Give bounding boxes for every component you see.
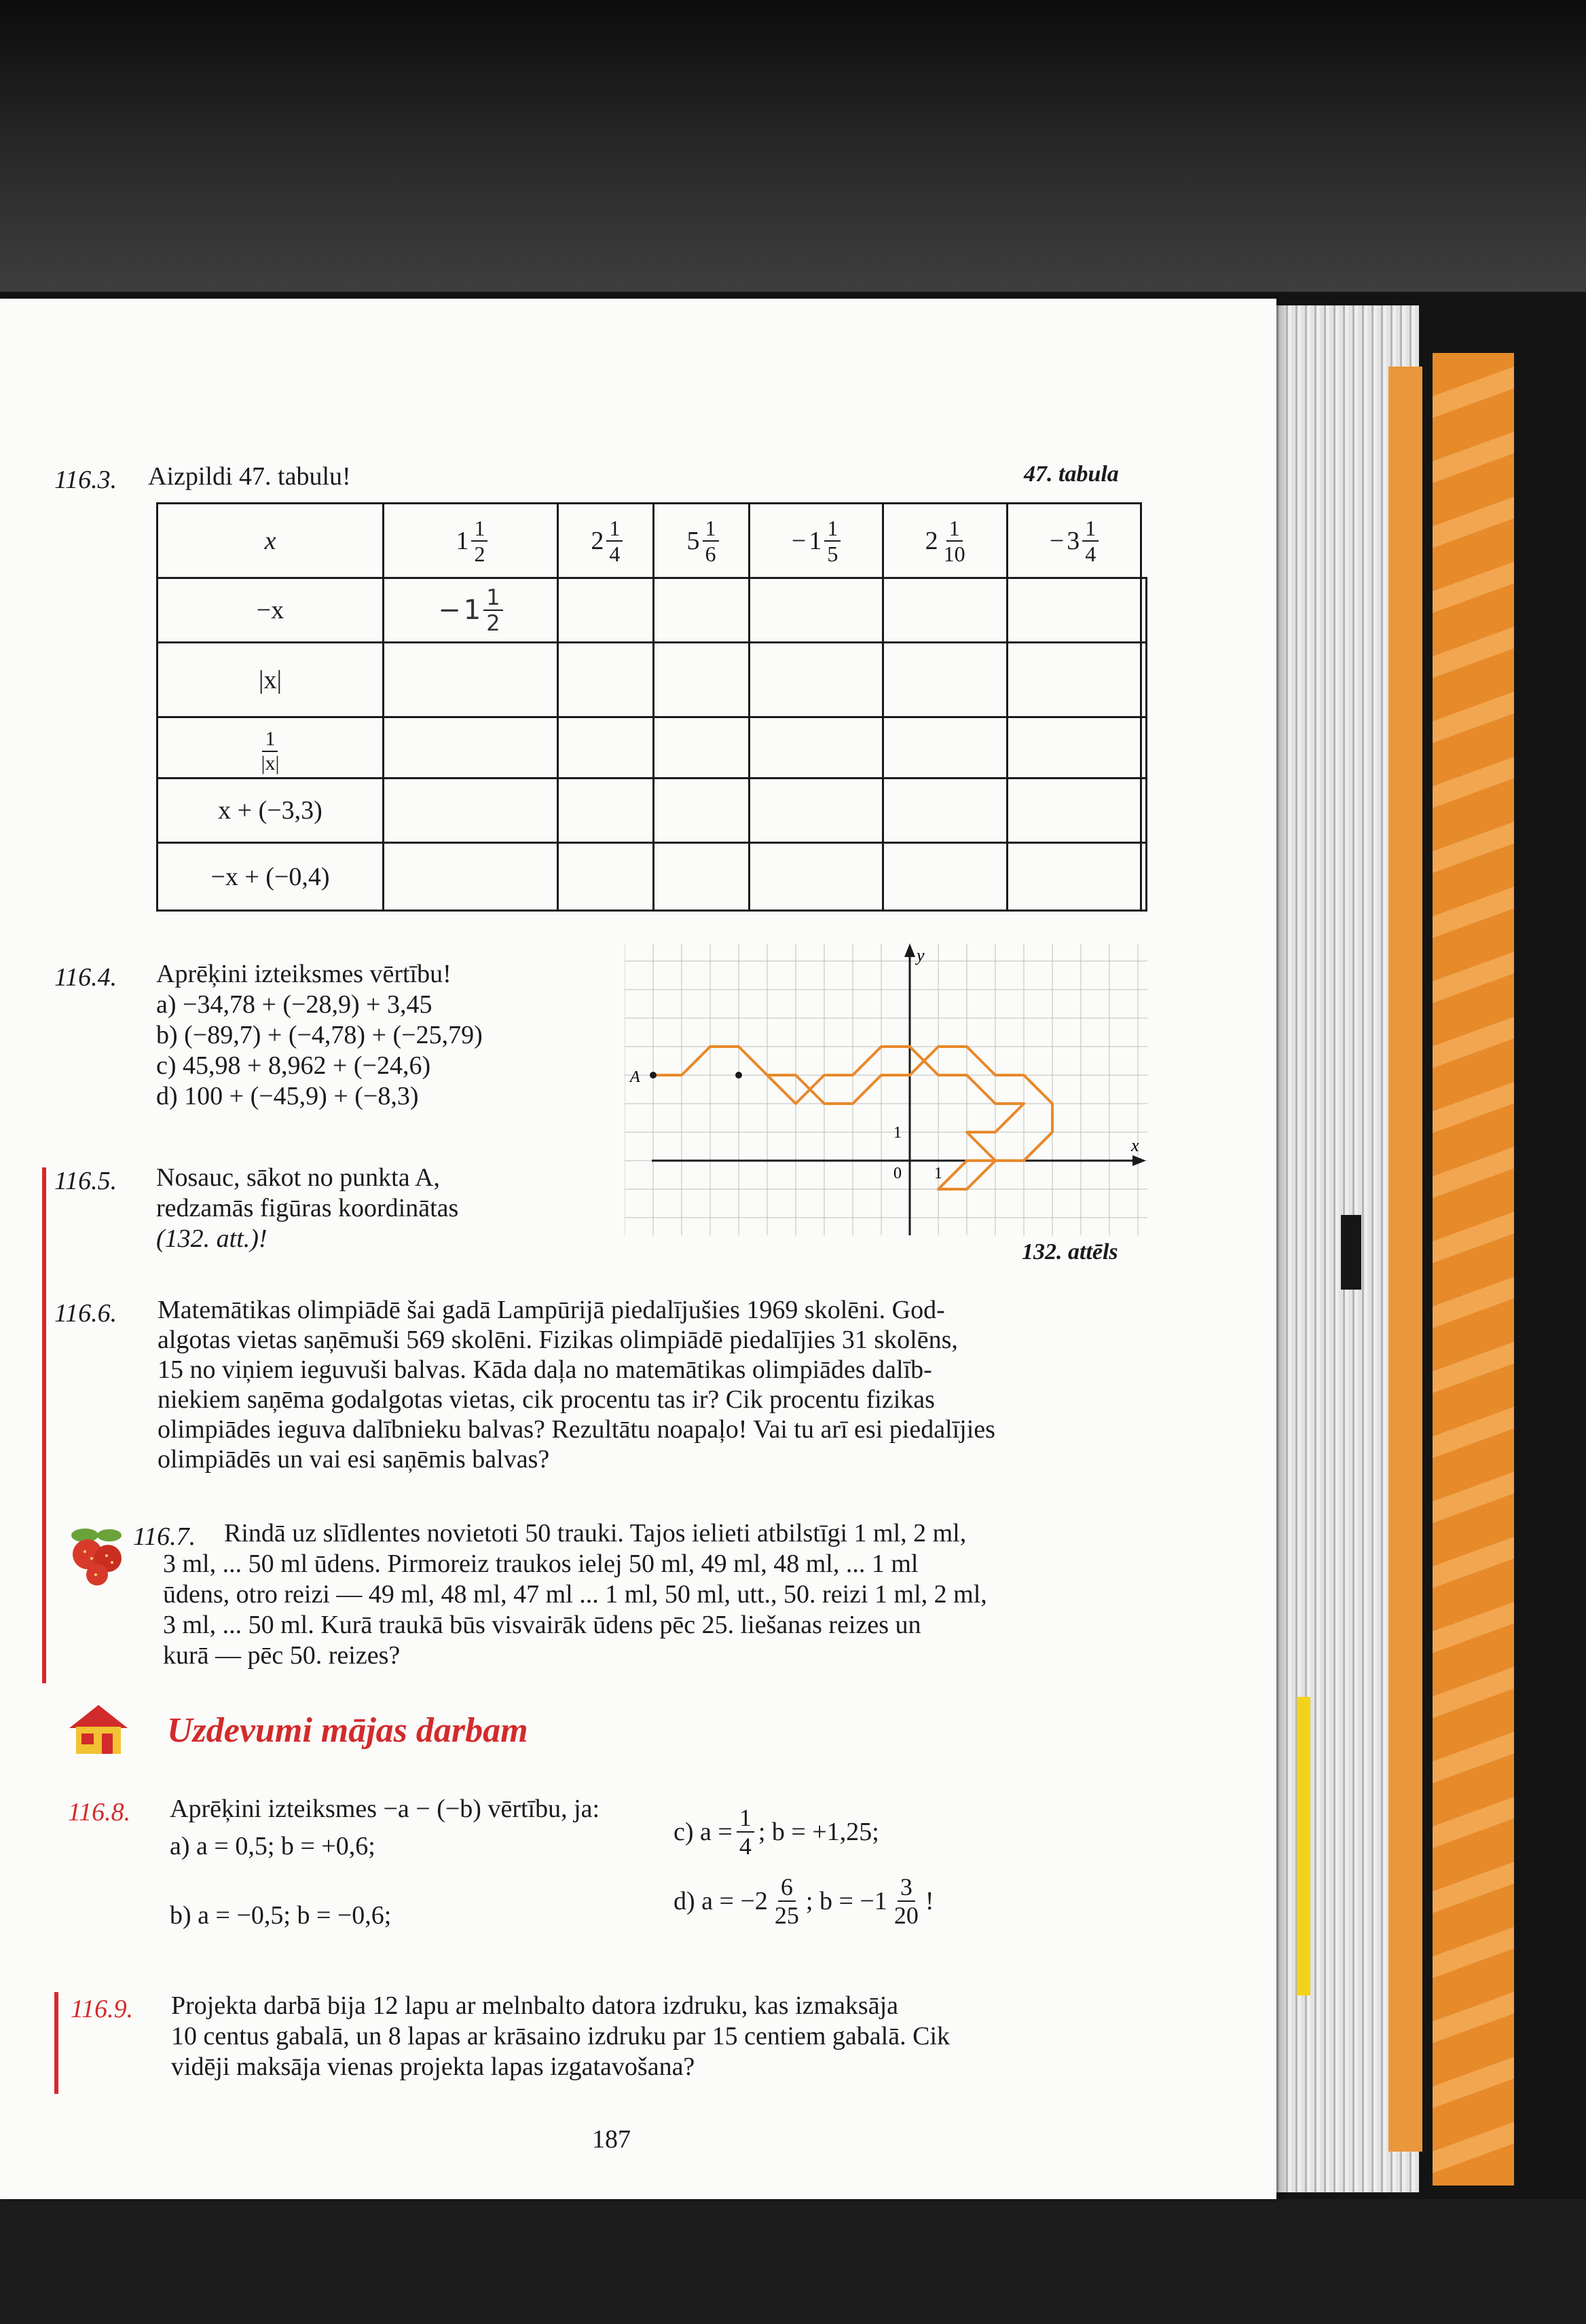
empty-cell[interactable] xyxy=(883,779,1008,843)
exercise-text: olimpiādēs un vai esi saņēmis balvas? xyxy=(158,1445,550,1474)
table-row xyxy=(158,504,1147,578)
empty-cell[interactable] xyxy=(750,843,883,911)
figure-eye-dot xyxy=(735,1072,742,1079)
empty-cell[interactable] xyxy=(384,643,558,717)
unit-label-y: 1 xyxy=(893,1124,902,1142)
exercise-text: niekiem saņēma godalgotas vietas, cik procentu tas ir? Cik procentu fizikas xyxy=(158,1385,935,1414)
book-cover-edge xyxy=(1388,367,1422,2152)
homework-heading: Uzdevumi mājas darbam xyxy=(167,1711,528,1750)
page-number: 187 xyxy=(592,2125,631,2154)
axis-label-y: y xyxy=(917,945,925,965)
origin-label: 0 xyxy=(893,1165,902,1182)
empty-cell[interactable] xyxy=(1141,843,1147,911)
row-label: x + (−3,3) xyxy=(158,779,384,843)
expression-item: d) a = −2 6 25 ; b = −1 3 20 ! xyxy=(674,1873,934,1929)
background-bottom xyxy=(0,2199,1586,2324)
x-value-cell: − 3 1 4 xyxy=(1008,504,1141,578)
exercise-text: olimpiādes ieguva dalībnieku balvas? Rezultātu noapaļo! Vai tu arī esi piedalījies xyxy=(158,1415,995,1444)
row-label: |x| xyxy=(158,643,384,717)
expression-item: d) 100 + (−45,9) + (−8,3) xyxy=(156,1082,419,1110)
exercise-text: Rindā uz slīdlentes novietoti 50 trauki. Tajos ielieti atbilstīgi 1 ml, 2 ml, xyxy=(224,1519,967,1548)
x-axis-arrow xyxy=(1132,1155,1146,1166)
table-row xyxy=(158,717,1147,779)
exercise-text: 3 ml, ... 50 ml ūdens. Pirmoreiz traukos ielej 50 ml, 49 ml, 48 ml, ... 1 ml xyxy=(163,1550,919,1578)
expression-item: b) (−89,7) + (−4,78) + (−25,79) xyxy=(156,1021,483,1049)
row-label: x xyxy=(158,504,384,578)
empty-cell[interactable] xyxy=(557,643,653,717)
exercise-text: ūdens, otro reizi — 49 ml, 48 ml, 47 ml ... 1 ml, 50 ml, utt., 50. reizi 1 ml, 2 ml, xyxy=(163,1580,987,1609)
empty-cell[interactable] xyxy=(1141,578,1147,643)
exercise-text: Matemātikas olimpiādē šai gadā Lampūrijā piedalījušies 1969 skolēni. God- xyxy=(158,1296,945,1324)
empty-cell[interactable] xyxy=(1008,643,1141,717)
table-caption: 47. tabula xyxy=(1024,462,1119,487)
empty-cell[interactable] xyxy=(883,643,1008,717)
table-row xyxy=(158,843,1147,911)
exercise-text: 15 no viņiem ieguvuši balvas. Kāda daļa no matemātikas olimpiādes dalīb- xyxy=(158,1355,932,1384)
exercise-number: 116.5. xyxy=(54,1167,117,1195)
exercise-text: Aprēķini izteiksmes vērtību! xyxy=(156,960,451,988)
table-row xyxy=(158,578,1147,643)
empty-cell[interactable] xyxy=(883,843,1008,911)
empty-cell[interactable] xyxy=(653,717,749,779)
empty-cell[interactable] xyxy=(1008,779,1141,843)
expression-item: a) −34,78 + (−28,9) + 3,45 xyxy=(156,990,432,1019)
empty-cell[interactable] xyxy=(750,779,883,843)
x-value-cell: 1 1 2 xyxy=(384,504,558,578)
row-label: −x xyxy=(158,578,384,643)
expression-item: c) 45,98 + 8,962 + (−24,6) xyxy=(156,1051,431,1080)
empty-cell[interactable] xyxy=(750,578,883,643)
house-icon xyxy=(68,1702,129,1757)
row-label: −x + (−0,4) xyxy=(158,843,384,911)
exercise-text: algotas vietas saņēmuši 569 skolēni. Fizikas olimpiādē piedalījies 31 skolēns, xyxy=(158,1326,958,1354)
empty-cell[interactable] xyxy=(653,643,749,717)
empty-cell[interactable] xyxy=(384,717,558,779)
empty-cell[interactable] xyxy=(1008,578,1141,643)
empty-cell[interactable] xyxy=(750,643,883,717)
strawberry-icon xyxy=(64,1520,132,1588)
expression-item: a) a = 0,5; b = +0,6; xyxy=(170,1832,375,1860)
exercise-number: 116.6. xyxy=(54,1299,117,1328)
empty-cell[interactable] xyxy=(653,843,749,911)
empty-cell[interactable] xyxy=(557,779,653,843)
exercise-number: 116.4. xyxy=(54,963,117,992)
empty-cell[interactable] xyxy=(1008,843,1141,911)
margin-red-bar xyxy=(54,1992,58,2094)
coordinate-figure xyxy=(625,943,1147,1235)
exercise-text: Nosauc, sākot no punkta A, xyxy=(156,1163,440,1192)
x-value-cell: 5 1 6 xyxy=(653,504,749,578)
exercise-number: 116.8. xyxy=(68,1798,131,1826)
grid-lines xyxy=(625,943,1147,1235)
figure-caption: 132. attēls xyxy=(1022,1239,1118,1264)
table-row xyxy=(158,643,1147,717)
empty-cell[interactable] xyxy=(653,578,749,643)
exercise-text: Projekta darbā bija 12 lapu ar melnbalto datora izdruku, kas izmaksāja xyxy=(171,1991,899,2020)
empty-cell[interactable] xyxy=(1141,643,1147,717)
empty-cell[interactable] xyxy=(557,717,653,779)
empty-cell[interactable] xyxy=(653,779,749,843)
exercise-number: 116.3. xyxy=(54,466,117,494)
table-47 xyxy=(156,502,1147,912)
exercise-text: 3 ml, ... 50 ml. Kurā traukā būs visvairāk ūdens pēc 25. liešanas reizes un xyxy=(163,1611,921,1639)
margin-red-bar xyxy=(42,1167,46,1683)
handwritten-answer: − 1 1 2 xyxy=(384,578,558,643)
point-a xyxy=(650,1072,657,1079)
empty-cell[interactable] xyxy=(750,717,883,779)
empty-cell[interactable] xyxy=(384,779,558,843)
exercise-text: vidēji maksāja vienas projekta lapas izgatavošana? xyxy=(171,2053,695,2081)
x-value-cell: 2 1 4 xyxy=(557,504,653,578)
table-row xyxy=(158,779,1147,843)
empty-cell[interactable] xyxy=(883,717,1008,779)
edge-marker-yellow xyxy=(1297,1697,1310,1995)
exercise-number: 116.9. xyxy=(71,1995,134,2023)
exercise-text: Aprēķini izteiksmes −a − (−b) vērtību, ja: xyxy=(170,1795,600,1823)
axis-label-x: x xyxy=(1131,1136,1139,1155)
empty-cell[interactable] xyxy=(1141,717,1147,779)
edge-marker xyxy=(1341,1215,1361,1290)
expression-item: b) a = −0,5; b = −0,6; xyxy=(170,1901,392,1930)
empty-cell[interactable] xyxy=(384,843,558,911)
empty-cell[interactable] xyxy=(1008,717,1141,779)
exercise-text: (132. att.)! xyxy=(156,1224,268,1253)
empty-cell[interactable] xyxy=(1141,779,1147,843)
empty-cell[interactable] xyxy=(557,578,653,643)
row-label: $\frac{1}{|x|}$ xyxy=(158,717,384,779)
exercise-text: Aizpildi 47. tabulu! xyxy=(148,462,351,491)
exercise-text: 10 centus gabalā, un 8 lapas ar krāsaino izdruku par 15 centiem gabalā. Cik xyxy=(171,2022,950,2050)
book-cover-orange xyxy=(1433,353,1514,2186)
empty-cell[interactable] xyxy=(883,578,1008,643)
label-a: A xyxy=(630,1068,640,1086)
exercise-text: kurā — pēc 50. reizes? xyxy=(163,1641,401,1670)
x-value-cell: 2 1 10 xyxy=(883,504,1008,578)
background-top xyxy=(0,0,1586,292)
unit-label-x: 1 xyxy=(934,1165,942,1182)
exercise-text: redzamās figūras koordinātas xyxy=(156,1194,459,1222)
expression-item: c) a = $\frac{1}{4}$ ; b = +1,25; xyxy=(674,1804,879,1860)
exercise-number: 116.7. xyxy=(133,1522,196,1551)
y-axis-arrow xyxy=(904,943,915,957)
empty-cell[interactable] xyxy=(557,843,653,911)
x-value-cell: − 1 1 5 xyxy=(750,504,883,578)
